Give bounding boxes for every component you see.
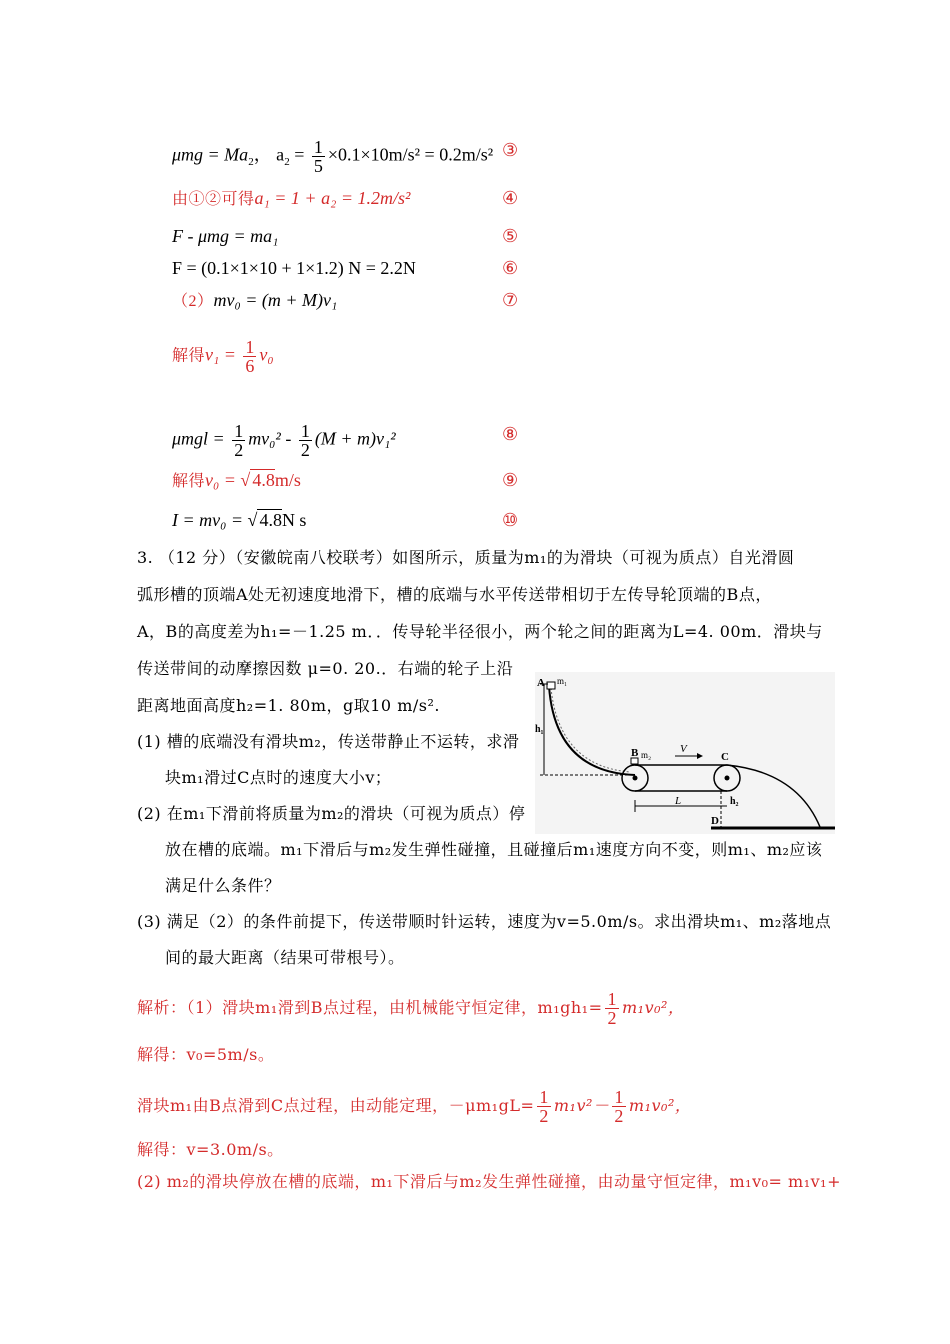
- equation-9: [172, 470, 301, 492]
- analysis-3-prefix: 滑块m₁由B点滑到C点过程，由动能定理，－μm₁gL=: [137, 1096, 535, 1115]
- eq10-sqrt: 4.8: [259, 510, 282, 530]
- analysis-3-fraction-2: [612, 1088, 626, 1125]
- eq3-eq: =: [289, 144, 305, 165]
- eq9-prefix: 解得: [172, 473, 206, 490]
- analysis-line-1: [137, 990, 684, 1027]
- problem-line-3: A，B的高度差为h₁=－1.25 m．．传导轮半径很小，两个轮之间的距离为L=4. 00m．滑块与: [137, 622, 823, 641]
- right-pulley-axle: [725, 776, 730, 781]
- eq3-lhs: μmg = Ma: [172, 144, 249, 165]
- equation-4: [172, 188, 410, 210]
- eq8-lhs: μmgl =: [172, 428, 225, 449]
- analysis-1-prefix: 解析：（1）滑块m₁滑到B点过程，由机械能守恒定律，m₁gh₁=: [137, 998, 603, 1017]
- eq9-sqrt: 4.8: [252, 470, 275, 490]
- eq3-rest: ×0.1×10m/s² = 0.2m/s²: [327, 144, 494, 165]
- question-2-line-1: (2) 在m₁下滑前将质量为m₂的滑块（可视为质点）停: [137, 804, 526, 823]
- eq3-fraction: [312, 138, 325, 175]
- problem-line-5: 距离地面高度h₂=1. 80m，g取10 m/s².: [137, 696, 440, 715]
- label-m2: m₂: [641, 750, 652, 760]
- eq9-lhs: v₀ =: [205, 470, 241, 490]
- analysis-3-den-1: 2: [539, 1106, 549, 1126]
- marker-10: ⑩: [502, 510, 519, 531]
- sol1-rhs: v₀: [259, 344, 274, 365]
- eq8-t2: (M + m)v₁²: [314, 428, 396, 449]
- problem-line-1: 3. （12 分）（安徽皖南八校联考）如图所示，质量为m₁的为滑块（可视为质点）自光滑圆: [137, 548, 795, 567]
- question-3-line-2: 间的最大距离（结果可带根号）。: [165, 948, 405, 967]
- analysis-3-num-2: 1: [614, 1087, 624, 1107]
- block-m1: [547, 682, 555, 689]
- equation-7: [172, 290, 337, 312]
- eq7-prefix: （2）: [172, 293, 214, 310]
- analysis-line-4: 解得：v=3.0m/s。: [137, 1140, 284, 1159]
- analysis-3-den-2: 2: [614, 1106, 624, 1126]
- eq3-sub: 2: [248, 156, 254, 169]
- sqrt-icon: √: [247, 510, 258, 530]
- label-D: D: [711, 815, 719, 827]
- label-B: B: [631, 747, 639, 759]
- analysis-line-3: [137, 1088, 691, 1125]
- eq6-text: F = (0.1×1×10 + 1×1.2) N = 2.2N: [172, 258, 416, 278]
- label-C: C: [721, 751, 729, 763]
- marker-8: ⑧: [502, 424, 519, 445]
- analysis-1-fraction: [605, 990, 619, 1027]
- eq5-text: F - μmg = ma₁: [172, 226, 279, 246]
- marker-9: ⑨: [502, 470, 519, 491]
- eq9-unit: m/s: [274, 470, 301, 490]
- label-V: V: [680, 743, 687, 755]
- eq10-lhs: I = mv₀ =: [172, 510, 248, 530]
- analysis-1-rest: m₁v₀²，: [621, 998, 685, 1017]
- left-pulley-axle: [633, 776, 638, 781]
- analysis-3-mid: m₁v²－: [553, 1096, 610, 1115]
- eq8-f1-num: 1: [234, 421, 244, 441]
- equation-6: [172, 258, 416, 278]
- eq4-text: a₁ = 1 + a₂ = 1.2m/s²: [254, 188, 411, 208]
- analysis-3-rest: m₁v₀²，: [628, 1096, 692, 1115]
- conveyor-belt-figure: [535, 672, 835, 834]
- sol1-prefix: 解得: [172, 347, 206, 365]
- marker-3: ③: [502, 140, 519, 161]
- eq3-mid: ， a: [253, 144, 285, 165]
- label-A: A: [537, 677, 545, 689]
- analysis-1-den: 2: [607, 1008, 617, 1028]
- equation-8: [172, 422, 396, 459]
- analysis-line-5: (2) m₂的滑块停放在槽的底端，m₁下滑后与m₂发生弹性碰撞，由动量守恒定律，m₁v₀= m₁v₁+: [137, 1172, 841, 1191]
- marker-7: ⑦: [502, 290, 519, 311]
- sol1-fraction: [243, 338, 256, 375]
- label-h2: h₂: [730, 796, 739, 807]
- sol1-lhs: v₁ =: [205, 344, 236, 365]
- eq8-t1: mv₀² -: [248, 428, 292, 449]
- sol1-frac-num: 1: [245, 337, 255, 357]
- question-3-line-1: (3) 满足（2）的条件前提下，传送带顺时针运转，速度为v=5.0m/s。求出滑块m₁、m₂落地点: [137, 912, 832, 931]
- eq3-mid-sub: 2: [284, 156, 290, 169]
- eq3-frac-den: 5: [313, 156, 323, 176]
- problem-line-2: 弧形槽的顶端A处无初速度地滑下，槽的底端与水平传送带相切于左传导轮顶端的B点，: [137, 585, 772, 604]
- eq8-fraction-2: [299, 422, 312, 459]
- analysis-1-num: 1: [607, 989, 617, 1009]
- eq4-prefix: 由①②可得: [172, 191, 255, 208]
- marker-6: ⑥: [502, 258, 519, 279]
- question-2-line-3: 满足什么条件？: [165, 876, 281, 895]
- eq7-text: mv₀ = (m + M)v₁: [213, 290, 338, 310]
- eq8-f2-num: 1: [300, 421, 310, 441]
- question-1-line-2: 块m₁滑过C点时的速度大小v；: [165, 768, 392, 787]
- question-2-line-2: 放在槽的底端。m₁下滑后与m₂发生弹性碰撞，且碰撞后m₁速度方向不变，则m₁、m₂应该: [165, 840, 823, 859]
- marker-4: ④: [502, 188, 519, 209]
- sqrt-icon: √: [240, 470, 251, 490]
- equation-10: [172, 510, 306, 530]
- marker-5: ⑤: [502, 226, 519, 247]
- label-L: L: [675, 795, 682, 807]
- question-1-line-1: (1) 槽的底端没有滑块m₂，传送带静止不运转，求滑: [137, 732, 520, 751]
- problem-line-4: 传送带间的动摩擦因数 μ=0. 20.．右端的轮子上沿: [137, 659, 514, 678]
- eq3-frac-num: 1: [313, 137, 323, 157]
- eq8-f1-den: 2: [234, 440, 244, 460]
- label-m1: m₁: [557, 676, 568, 686]
- analysis-3-num-1: 1: [539, 1087, 549, 1107]
- label-h1: h₁: [535, 724, 544, 735]
- eq8-fraction-1: [232, 422, 245, 459]
- solution-v1: [172, 338, 274, 375]
- eq10-unit: N s: [281, 510, 307, 530]
- analysis-line-2: 解得：v₀=5m/s。: [137, 1045, 275, 1064]
- sol1-frac-den: 6: [245, 356, 255, 376]
- equation-3: [172, 138, 493, 175]
- analysis-3-fraction-1: [537, 1088, 551, 1125]
- equation-5: [172, 226, 278, 246]
- eq8-f2-den: 2: [300, 440, 310, 460]
